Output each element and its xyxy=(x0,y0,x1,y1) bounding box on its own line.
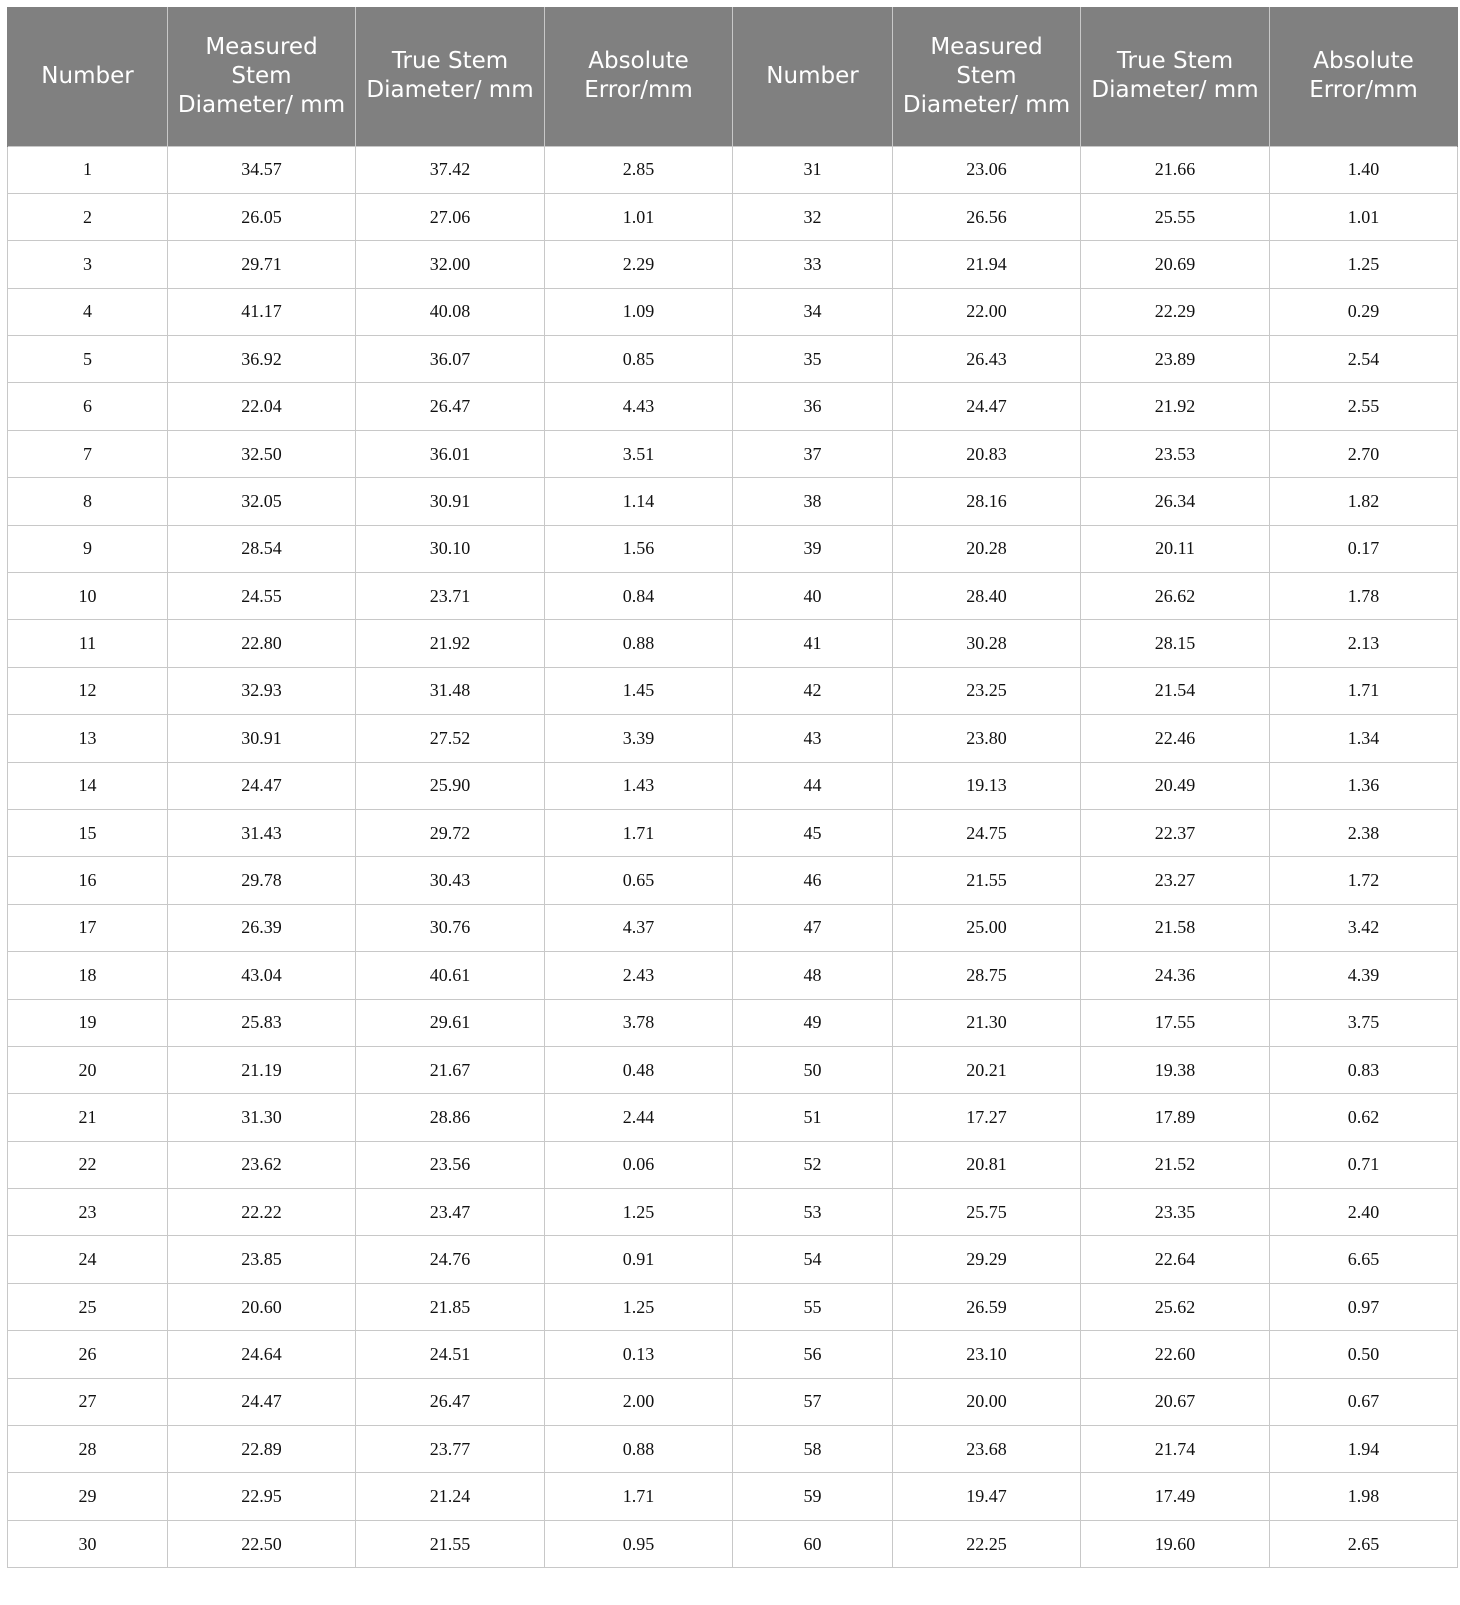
table-cell-absolute-error: 0.91 xyxy=(545,1236,733,1283)
table-cell-absolute-error: 0.06 xyxy=(545,1141,733,1188)
table-cell-number: 14 xyxy=(8,762,168,809)
table-cell-measured-stem-diameter: 26.59 xyxy=(893,1283,1081,1330)
table-cell-number: 41 xyxy=(733,620,893,667)
table-cell-measured-stem-diameter: 25.83 xyxy=(168,999,356,1046)
table-cell-absolute-error: 2.00 xyxy=(545,1378,733,1425)
table-cell-measured-stem-diameter: 21.55 xyxy=(893,857,1081,904)
table-row xyxy=(8,573,1458,620)
table-cell-number: 21 xyxy=(8,1094,168,1141)
column-header-true-stem-diameter-left: True Stem Diameter/ mm xyxy=(356,7,545,146)
table-row xyxy=(8,1236,1458,1283)
table-row xyxy=(8,1520,1458,1567)
table-cell-true-stem-diameter: 29.61 xyxy=(356,999,545,1046)
table-cell-absolute-error: 2.44 xyxy=(545,1094,733,1141)
table-cell-number: 17 xyxy=(8,904,168,951)
table-cell-number: 39 xyxy=(733,525,893,572)
table-cell-number: 54 xyxy=(733,1236,893,1283)
table-cell-number: 60 xyxy=(733,1520,893,1567)
table-cell-number: 10 xyxy=(8,573,168,620)
table-cell-absolute-error: 1.78 xyxy=(1270,573,1458,620)
table-cell-number: 42 xyxy=(733,667,893,714)
table-cell-number: 30 xyxy=(8,1520,168,1567)
table-cell-absolute-error: 2.65 xyxy=(1270,1520,1458,1567)
table-cell-measured-stem-diameter: 28.40 xyxy=(893,573,1081,620)
table-cell-number: 37 xyxy=(733,430,893,477)
table-cell-true-stem-diameter: 20.69 xyxy=(1081,241,1270,288)
table-row xyxy=(8,146,1458,193)
table-cell-true-stem-diameter: 25.90 xyxy=(356,762,545,809)
table-cell-measured-stem-diameter: 34.57 xyxy=(168,146,356,193)
table-cell-number: 55 xyxy=(733,1283,893,1330)
table-cell-absolute-error: 1.36 xyxy=(1270,762,1458,809)
table-cell-true-stem-diameter: 40.61 xyxy=(356,952,545,999)
table-cell-measured-stem-diameter: 32.50 xyxy=(168,430,356,477)
table-cell-measured-stem-diameter: 24.47 xyxy=(893,383,1081,430)
data-table-container xyxy=(7,7,1454,1568)
table-cell-true-stem-diameter: 30.91 xyxy=(356,478,545,525)
table-cell-true-stem-diameter: 40.08 xyxy=(356,288,545,335)
table-row xyxy=(8,430,1458,477)
table-cell-measured-stem-diameter: 20.21 xyxy=(893,1046,1081,1093)
table-cell-absolute-error: 2.38 xyxy=(1270,809,1458,856)
table-cell-number: 34 xyxy=(733,288,893,335)
table-cell-number: 13 xyxy=(8,715,168,762)
table-row xyxy=(8,478,1458,525)
table-row xyxy=(8,999,1458,1046)
table-cell-measured-stem-diameter: 23.68 xyxy=(893,1426,1081,1473)
table-cell-absolute-error: 1.72 xyxy=(1270,857,1458,904)
table-cell-absolute-error: 0.88 xyxy=(545,620,733,667)
table-cell-true-stem-diameter: 21.67 xyxy=(356,1046,545,1093)
table-cell-true-stem-diameter: 21.74 xyxy=(1081,1426,1270,1473)
table-cell-true-stem-diameter: 23.47 xyxy=(356,1189,545,1236)
table-cell-number: 3 xyxy=(8,241,168,288)
table-cell-number: 29 xyxy=(8,1473,168,1520)
table-cell-true-stem-diameter: 36.07 xyxy=(356,336,545,383)
table-cell-true-stem-diameter: 30.43 xyxy=(356,857,545,904)
table-cell-measured-stem-diameter: 20.60 xyxy=(168,1283,356,1330)
table-row xyxy=(8,762,1458,809)
column-header-true-stem-diameter-right: True Stem Diameter/ mm xyxy=(1081,7,1270,146)
table-cell-measured-stem-diameter: 31.43 xyxy=(168,809,356,856)
table-row xyxy=(8,1378,1458,1425)
table-cell-number: 57 xyxy=(733,1378,893,1425)
table-cell-number: 23 xyxy=(8,1189,168,1236)
table-cell-true-stem-diameter: 26.34 xyxy=(1081,478,1270,525)
table-cell-absolute-error: 3.78 xyxy=(545,999,733,1046)
table-cell-number: 59 xyxy=(733,1473,893,1520)
table-cell-absolute-error: 1.09 xyxy=(545,288,733,335)
table-cell-absolute-error: 3.39 xyxy=(545,715,733,762)
table-cell-absolute-error: 0.29 xyxy=(1270,288,1458,335)
table-cell-measured-stem-diameter: 29.29 xyxy=(893,1236,1081,1283)
table-cell-measured-stem-diameter: 25.00 xyxy=(893,904,1081,951)
table-cell-number: 22 xyxy=(8,1141,168,1188)
table-cell-number: 28 xyxy=(8,1426,168,1473)
table-cell-absolute-error: 2.43 xyxy=(545,952,733,999)
table-cell-absolute-error: 4.37 xyxy=(545,904,733,951)
table-cell-measured-stem-diameter: 28.75 xyxy=(893,952,1081,999)
table-cell-true-stem-diameter: 26.47 xyxy=(356,1378,545,1425)
table-cell-number: 9 xyxy=(8,525,168,572)
table-cell-measured-stem-diameter: 24.47 xyxy=(168,762,356,809)
table-header-row xyxy=(8,7,1458,146)
table-row xyxy=(8,1473,1458,1520)
table-cell-measured-stem-diameter: 30.28 xyxy=(893,620,1081,667)
table-cell-number: 44 xyxy=(733,762,893,809)
table-cell-measured-stem-diameter: 17.27 xyxy=(893,1094,1081,1141)
table-cell-measured-stem-diameter: 21.94 xyxy=(893,241,1081,288)
column-header-measured-stem-diameter-left: Measured Stem Diameter/ mm xyxy=(168,7,356,146)
table-cell-true-stem-diameter: 28.86 xyxy=(356,1094,545,1141)
table-cell-absolute-error: 0.88 xyxy=(545,1426,733,1473)
table-cell-number: 15 xyxy=(8,809,168,856)
table-cell-absolute-error: 1.25 xyxy=(545,1283,733,1330)
table-cell-number: 32 xyxy=(733,193,893,240)
table-cell-number: 31 xyxy=(733,146,893,193)
table-cell-measured-stem-diameter: 22.22 xyxy=(168,1189,356,1236)
table-cell-true-stem-diameter: 23.35 xyxy=(1081,1189,1270,1236)
table-cell-true-stem-diameter: 21.58 xyxy=(1081,904,1270,951)
table-cell-measured-stem-diameter: 21.19 xyxy=(168,1046,356,1093)
table-cell-number: 16 xyxy=(8,857,168,904)
table-cell-true-stem-diameter: 30.10 xyxy=(356,525,545,572)
table-cell-absolute-error: 4.43 xyxy=(545,383,733,430)
table-cell-true-stem-diameter: 19.60 xyxy=(1081,1520,1270,1567)
table-cell-measured-stem-diameter: 23.85 xyxy=(168,1236,356,1283)
table-cell-absolute-error: 2.70 xyxy=(1270,430,1458,477)
table-cell-true-stem-diameter: 23.89 xyxy=(1081,336,1270,383)
table-cell-absolute-error: 1.01 xyxy=(545,193,733,240)
table-cell-absolute-error: 1.25 xyxy=(1270,241,1458,288)
table-cell-true-stem-diameter: 31.48 xyxy=(356,667,545,714)
table-cell-true-stem-diameter: 26.62 xyxy=(1081,573,1270,620)
table-row xyxy=(8,904,1458,951)
table-cell-number: 2 xyxy=(8,193,168,240)
table-cell-number: 40 xyxy=(733,573,893,620)
table-row xyxy=(8,1189,1458,1236)
table-cell-number: 12 xyxy=(8,667,168,714)
table-cell-absolute-error: 0.84 xyxy=(545,573,733,620)
table-cell-absolute-error: 3.75 xyxy=(1270,999,1458,1046)
table-cell-absolute-error: 3.42 xyxy=(1270,904,1458,951)
table-cell-measured-stem-diameter: 24.75 xyxy=(893,809,1081,856)
column-header-number-right: Number xyxy=(733,7,893,146)
table-cell-absolute-error: 2.40 xyxy=(1270,1189,1458,1236)
table-cell-measured-stem-diameter: 36.92 xyxy=(168,336,356,383)
table-cell-absolute-error: 0.65 xyxy=(545,857,733,904)
table-cell-true-stem-diameter: 24.36 xyxy=(1081,952,1270,999)
table-cell-measured-stem-diameter: 20.81 xyxy=(893,1141,1081,1188)
table-cell-measured-stem-diameter: 26.39 xyxy=(168,904,356,951)
table-cell-absolute-error: 0.48 xyxy=(545,1046,733,1093)
table-cell-measured-stem-diameter: 23.25 xyxy=(893,667,1081,714)
table-cell-true-stem-diameter: 23.27 xyxy=(1081,857,1270,904)
table-cell-measured-stem-diameter: 25.75 xyxy=(893,1189,1081,1236)
table-cell-absolute-error: 1.71 xyxy=(1270,667,1458,714)
table-cell-absolute-error: 4.39 xyxy=(1270,952,1458,999)
table-cell-measured-stem-diameter: 26.43 xyxy=(893,336,1081,383)
table-row xyxy=(8,288,1458,335)
table-cell-measured-stem-diameter: 22.80 xyxy=(168,620,356,667)
table-cell-absolute-error: 1.71 xyxy=(545,1473,733,1520)
table-cell-measured-stem-diameter: 43.04 xyxy=(168,952,356,999)
table-cell-absolute-error: 1.45 xyxy=(545,667,733,714)
table-cell-number: 47 xyxy=(733,904,893,951)
table-cell-measured-stem-diameter: 22.25 xyxy=(893,1520,1081,1567)
column-header-absolute-error-left: Absolute Error/mm xyxy=(545,7,733,146)
table-row xyxy=(8,620,1458,667)
table-cell-measured-stem-diameter: 23.06 xyxy=(893,146,1081,193)
table-cell-number: 51 xyxy=(733,1094,893,1141)
table-cell-true-stem-diameter: 22.37 xyxy=(1081,809,1270,856)
table-row xyxy=(8,336,1458,383)
table-cell-measured-stem-diameter: 28.16 xyxy=(893,478,1081,525)
table-row xyxy=(8,241,1458,288)
table-cell-number: 1 xyxy=(8,146,168,193)
column-header-absolute-error-right: Absolute Error/mm xyxy=(1270,7,1458,146)
table-row xyxy=(8,857,1458,904)
table-cell-absolute-error: 1.82 xyxy=(1270,478,1458,525)
table-row xyxy=(8,715,1458,762)
table-cell-measured-stem-diameter: 26.05 xyxy=(168,193,356,240)
table-row xyxy=(8,1141,1458,1188)
table-cell-true-stem-diameter: 22.46 xyxy=(1081,715,1270,762)
table-cell-number: 24 xyxy=(8,1236,168,1283)
table-cell-true-stem-diameter: 21.92 xyxy=(1081,383,1270,430)
table-cell-number: 52 xyxy=(733,1141,893,1188)
table-row xyxy=(8,1426,1458,1473)
table-cell-true-stem-diameter: 20.11 xyxy=(1081,525,1270,572)
table-cell-number: 20 xyxy=(8,1046,168,1093)
table-cell-absolute-error: 6.65 xyxy=(1270,1236,1458,1283)
table-cell-number: 38 xyxy=(733,478,893,525)
table-cell-true-stem-diameter: 25.55 xyxy=(1081,193,1270,240)
column-header-number-left: Number xyxy=(8,7,168,146)
table-row xyxy=(8,667,1458,714)
table-cell-measured-stem-diameter: 19.47 xyxy=(893,1473,1081,1520)
table-cell-true-stem-diameter: 24.51 xyxy=(356,1331,545,1378)
table-cell-number: 11 xyxy=(8,620,168,667)
table-cell-measured-stem-diameter: 41.17 xyxy=(168,288,356,335)
table-row xyxy=(8,952,1458,999)
table-cell-measured-stem-diameter: 29.71 xyxy=(168,241,356,288)
table-row xyxy=(8,1283,1458,1330)
table-cell-number: 56 xyxy=(733,1331,893,1378)
table-cell-number: 45 xyxy=(733,809,893,856)
table-row xyxy=(8,1094,1458,1141)
table-cell-absolute-error: 1.25 xyxy=(545,1189,733,1236)
table-cell-absolute-error: 0.71 xyxy=(1270,1141,1458,1188)
table-cell-absolute-error: 0.62 xyxy=(1270,1094,1458,1141)
table-cell-measured-stem-diameter: 20.00 xyxy=(893,1378,1081,1425)
table-cell-true-stem-diameter: 24.76 xyxy=(356,1236,545,1283)
table-cell-measured-stem-diameter: 22.89 xyxy=(168,1426,356,1473)
table-cell-absolute-error: 3.51 xyxy=(545,430,733,477)
table-cell-absolute-error: 1.56 xyxy=(545,525,733,572)
table-row xyxy=(8,1046,1458,1093)
table-cell-measured-stem-diameter: 22.95 xyxy=(168,1473,356,1520)
table-cell-true-stem-diameter: 21.55 xyxy=(356,1520,545,1567)
table-cell-true-stem-diameter: 37.42 xyxy=(356,146,545,193)
table-cell-true-stem-diameter: 17.55 xyxy=(1081,999,1270,1046)
table-cell-absolute-error: 0.83 xyxy=(1270,1046,1458,1093)
table-cell-true-stem-diameter: 23.71 xyxy=(356,573,545,620)
table-cell-true-stem-diameter: 21.24 xyxy=(356,1473,545,1520)
table-cell-absolute-error: 1.94 xyxy=(1270,1426,1458,1473)
table-row xyxy=(8,193,1458,240)
table-cell-true-stem-diameter: 22.29 xyxy=(1081,288,1270,335)
table-cell-number: 36 xyxy=(733,383,893,430)
table-cell-measured-stem-diameter: 19.13 xyxy=(893,762,1081,809)
table-cell-true-stem-diameter: 32.00 xyxy=(356,241,545,288)
table-cell-true-stem-diameter: 28.15 xyxy=(1081,620,1270,667)
table-cell-absolute-error: 2.85 xyxy=(545,146,733,193)
table-cell-number: 18 xyxy=(8,952,168,999)
table-cell-measured-stem-diameter: 24.55 xyxy=(168,573,356,620)
table-cell-measured-stem-diameter: 23.80 xyxy=(893,715,1081,762)
table-cell-true-stem-diameter: 36.01 xyxy=(356,430,545,477)
table-cell-absolute-error: 1.98 xyxy=(1270,1473,1458,1520)
table-cell-measured-stem-diameter: 22.04 xyxy=(168,383,356,430)
table-cell-true-stem-diameter: 17.89 xyxy=(1081,1094,1270,1141)
table-body xyxy=(8,146,1458,1568)
table-cell-true-stem-diameter: 23.77 xyxy=(356,1426,545,1473)
table-cell-number: 46 xyxy=(733,857,893,904)
table-cell-measured-stem-diameter: 23.62 xyxy=(168,1141,356,1188)
table-cell-measured-stem-diameter: 20.83 xyxy=(893,430,1081,477)
table-cell-true-stem-diameter: 26.47 xyxy=(356,383,545,430)
table-cell-measured-stem-diameter: 21.30 xyxy=(893,999,1081,1046)
table-cell-measured-stem-diameter: 24.64 xyxy=(168,1331,356,1378)
table-cell-absolute-error: 0.95 xyxy=(545,1520,733,1567)
table-cell-true-stem-diameter: 23.53 xyxy=(1081,430,1270,477)
table-cell-absolute-error: 0.67 xyxy=(1270,1378,1458,1425)
table-cell-number: 48 xyxy=(733,952,893,999)
table-cell-number: 27 xyxy=(8,1378,168,1425)
table-cell-measured-stem-diameter: 28.54 xyxy=(168,525,356,572)
table-cell-true-stem-diameter: 20.49 xyxy=(1081,762,1270,809)
table-row xyxy=(8,525,1458,572)
table-cell-measured-stem-diameter: 22.50 xyxy=(168,1520,356,1567)
table-row xyxy=(8,809,1458,856)
table-cell-true-stem-diameter: 22.60 xyxy=(1081,1331,1270,1378)
table-cell-measured-stem-diameter: 26.56 xyxy=(893,193,1081,240)
table-cell-absolute-error: 1.43 xyxy=(545,762,733,809)
table-cell-true-stem-diameter: 23.56 xyxy=(356,1141,545,1188)
table-cell-true-stem-diameter: 21.52 xyxy=(1081,1141,1270,1188)
table-cell-true-stem-diameter: 20.67 xyxy=(1081,1378,1270,1425)
table-cell-number: 43 xyxy=(733,715,893,762)
table-cell-measured-stem-diameter: 22.00 xyxy=(893,288,1081,335)
table-cell-absolute-error: 0.85 xyxy=(545,336,733,383)
table-row xyxy=(8,383,1458,430)
table-cell-absolute-error: 1.01 xyxy=(1270,193,1458,240)
table-cell-true-stem-diameter: 21.85 xyxy=(356,1283,545,1330)
table-cell-number: 49 xyxy=(733,999,893,1046)
table-cell-number: 8 xyxy=(8,478,168,525)
table-row xyxy=(8,1331,1458,1378)
table-cell-absolute-error: 1.71 xyxy=(545,809,733,856)
table-cell-number: 33 xyxy=(733,241,893,288)
table-cell-true-stem-diameter: 21.92 xyxy=(356,620,545,667)
table-cell-absolute-error: 0.17 xyxy=(1270,525,1458,572)
table-cell-absolute-error: 0.97 xyxy=(1270,1283,1458,1330)
table-cell-number: 26 xyxy=(8,1331,168,1378)
table-cell-number: 5 xyxy=(8,336,168,383)
table-cell-number: 58 xyxy=(733,1426,893,1473)
table-cell-measured-stem-diameter: 31.30 xyxy=(168,1094,356,1141)
table-cell-true-stem-diameter: 27.06 xyxy=(356,193,545,240)
table-cell-measured-stem-diameter: 23.10 xyxy=(893,1331,1081,1378)
table-cell-measured-stem-diameter: 30.91 xyxy=(168,715,356,762)
table-cell-number: 7 xyxy=(8,430,168,477)
table-cell-absolute-error: 2.29 xyxy=(545,241,733,288)
table-cell-number: 4 xyxy=(8,288,168,335)
stem-diameter-table xyxy=(7,7,1458,1568)
table-cell-number: 50 xyxy=(733,1046,893,1093)
table-cell-absolute-error: 0.13 xyxy=(545,1331,733,1378)
table-cell-true-stem-diameter: 25.62 xyxy=(1081,1283,1270,1330)
table-cell-number: 6 xyxy=(8,383,168,430)
table-cell-absolute-error: 0.50 xyxy=(1270,1331,1458,1378)
table-cell-number: 35 xyxy=(733,336,893,383)
table-cell-absolute-error: 2.55 xyxy=(1270,383,1458,430)
table-cell-absolute-error: 1.40 xyxy=(1270,146,1458,193)
table-cell-true-stem-diameter: 19.38 xyxy=(1081,1046,1270,1093)
table-cell-true-stem-diameter: 30.76 xyxy=(356,904,545,951)
table-cell-true-stem-diameter: 21.54 xyxy=(1081,667,1270,714)
table-cell-true-stem-diameter: 27.52 xyxy=(356,715,545,762)
table-cell-true-stem-diameter: 21.66 xyxy=(1081,146,1270,193)
table-cell-measured-stem-diameter: 24.47 xyxy=(168,1378,356,1425)
table-cell-number: 19 xyxy=(8,999,168,1046)
table-cell-absolute-error: 1.14 xyxy=(545,478,733,525)
table-cell-number: 25 xyxy=(8,1283,168,1330)
table-cell-absolute-error: 2.13 xyxy=(1270,620,1458,667)
table-cell-absolute-error: 1.34 xyxy=(1270,715,1458,762)
table-cell-number: 53 xyxy=(733,1189,893,1236)
table-cell-measured-stem-diameter: 29.78 xyxy=(168,857,356,904)
table-cell-absolute-error: 2.54 xyxy=(1270,336,1458,383)
column-header-measured-stem-diameter-right: Measured Stem Diameter/ mm xyxy=(893,7,1081,146)
table-cell-true-stem-diameter: 17.49 xyxy=(1081,1473,1270,1520)
table-cell-measured-stem-diameter: 32.93 xyxy=(168,667,356,714)
table-cell-measured-stem-diameter: 32.05 xyxy=(168,478,356,525)
table-cell-true-stem-diameter: 22.64 xyxy=(1081,1236,1270,1283)
table-cell-measured-stem-diameter: 20.28 xyxy=(893,525,1081,572)
table-cell-true-stem-diameter: 29.72 xyxy=(356,809,545,856)
